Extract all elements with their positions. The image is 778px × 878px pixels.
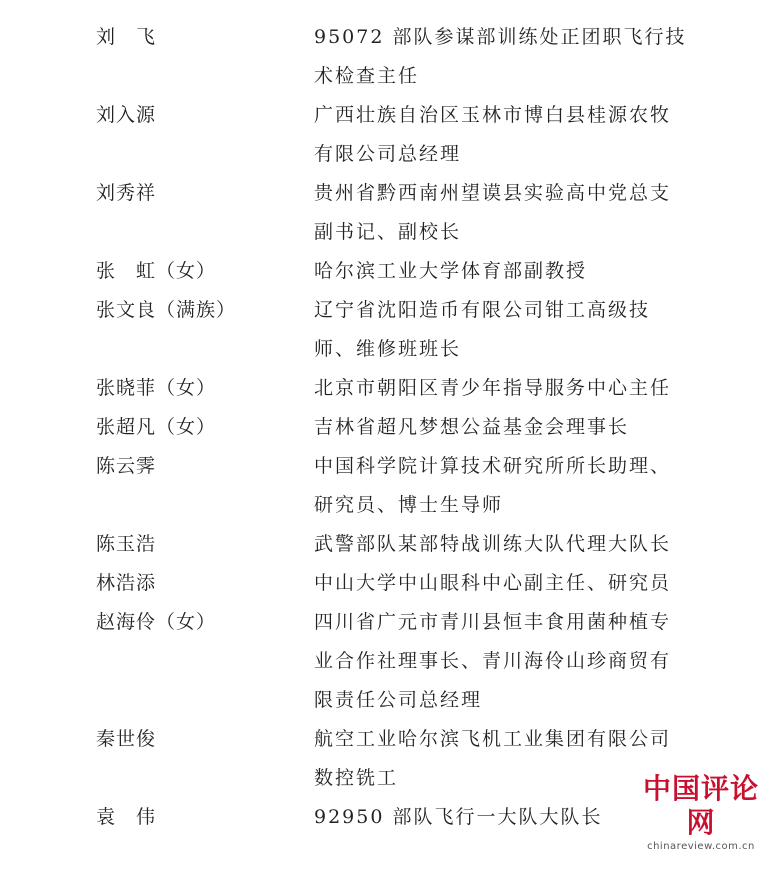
entry-name: 刘入源 — [96, 104, 157, 126]
list-item — [0, 252, 778, 291]
description-line: 数控铣工 — [314, 767, 399, 789]
list-item — [0, 369, 778, 408]
description-line: 术检查主任 — [314, 65, 420, 87]
entry-description — [314, 720, 684, 798]
description-line: 四川省广元市青川县恒丰食用菌种植专 — [314, 611, 672, 633]
entry-name: 袁 伟 — [96, 806, 157, 828]
entry-name: 张超凡（女） — [96, 416, 217, 438]
entry-list — [0, 18, 778, 837]
description-line: 限责任公司总经理 — [314, 689, 483, 711]
list-item — [0, 564, 778, 603]
list-item — [0, 174, 778, 252]
description-line: 广西壮族自治区玉林市博白县桂源农牧 — [314, 104, 672, 126]
entry-description — [314, 174, 684, 252]
entry-description — [314, 291, 684, 369]
entry-description — [314, 603, 684, 720]
description-line: 92950 部队飞行一大队大队长 — [314, 806, 603, 828]
description-line: 业合作社理事长、青川海伶山珍商贸有 — [314, 650, 672, 672]
entry-description — [314, 96, 684, 174]
entry-description — [314, 252, 684, 291]
entry-description — [314, 408, 684, 447]
description-line: 师、维修班班长 — [314, 338, 462, 360]
entry-description — [314, 798, 684, 837]
list-item — [0, 525, 778, 564]
entry-name: 陈玉浩 — [96, 533, 157, 555]
entry-name: 赵海伶（女） — [96, 611, 217, 633]
list-item — [0, 291, 778, 369]
description-line: 吉林省超凡梦想公益基金会理事长 — [314, 416, 630, 438]
list-item — [0, 18, 778, 96]
description-line: 贵州省黔西南州望谟县实验高中党总支 — [314, 182, 672, 204]
watermark-title: 中国评论网 — [642, 772, 759, 839]
entry-name: 张 虹（女） — [96, 260, 217, 282]
list-item — [0, 603, 778, 720]
entry-name: 张晓菲（女） — [96, 377, 217, 399]
description-line: 辽宁省沈阳造币有限公司钳工高级技 — [314, 299, 651, 321]
entry-name: 秦世俊 — [96, 728, 157, 750]
entry-name: 林浩添 — [96, 572, 157, 594]
list-item — [0, 408, 778, 447]
description-line: 有限公司总经理 — [314, 143, 462, 165]
description-line: 中山大学中山眼科中心副主任、研究员 — [314, 572, 672, 594]
entry-name: 刘秀祥 — [96, 182, 157, 204]
entry-description — [314, 18, 687, 96]
description-line: 95072 部队参谋部训练处正团职飞行技 — [314, 26, 687, 48]
list-item — [0, 447, 778, 525]
entry-description — [314, 525, 684, 564]
description-line: 武警部队某部特战训练大队代理大队长 — [314, 533, 672, 555]
entry-name: 刘 飞 — [96, 26, 157, 48]
description-line: 哈尔滨工业大学体育部副教授 — [314, 260, 588, 282]
watermark-logo — [632, 772, 770, 854]
description-line: 副书记、副校长 — [314, 221, 462, 243]
description-line: 研究员、博士生导师 — [314, 494, 504, 516]
description-line: 中国科学院计算技术研究所所长助理、 — [314, 455, 672, 477]
entry-description — [314, 564, 684, 603]
watermark-url: chinareview.com.cn — [647, 841, 755, 852]
entry-name: 张文良（满族） — [96, 299, 237, 321]
description-line: 北京市朝阳区青少年指导服务中心主任 — [314, 377, 672, 399]
entry-name: 陈云霁 — [96, 455, 157, 477]
description-line: 航空工业哈尔滨飞机工业集团有限公司 — [314, 728, 672, 750]
entry-description — [314, 369, 684, 408]
entry-description — [314, 447, 684, 525]
list-item — [0, 96, 778, 174]
